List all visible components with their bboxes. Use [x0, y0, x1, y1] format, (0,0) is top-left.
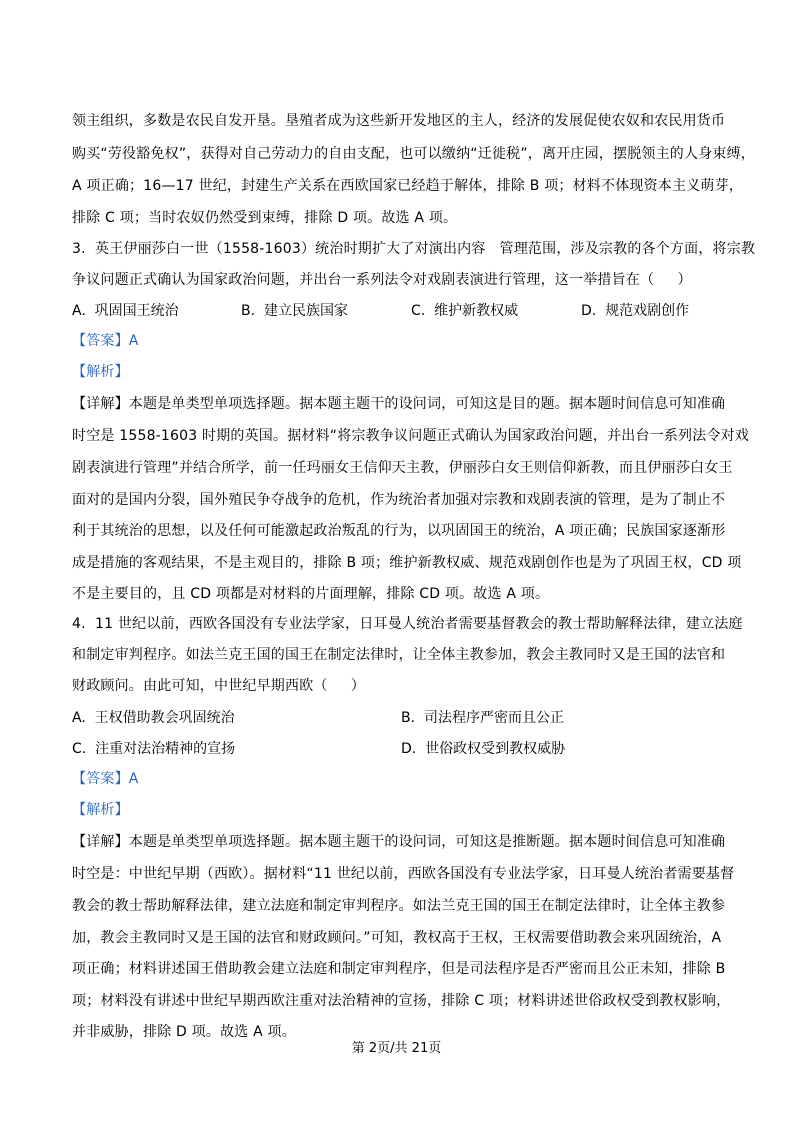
question-3-stem: 争议问题正式确认为国家政治问题，并出台一系列法令对戏剧表演进行管理，这一举措旨在（ ） [72, 272, 692, 288]
text-line: 购买“劳役豁免权”，获得对自己劳动力的自由支配，也可以缴纳“迁徙税”，离开庄园，摆脱领主的人身束缚， [72, 146, 756, 162]
q4-detail-line: 教会的教士帮助解释法律，建立法庭和制定审判程序。如法兰克王国的国王在制定法律时，让全体主教参 [72, 898, 726, 914]
q3-detail-line: 不是主要目的，且 CD 项都是对材料的片面理解，排除 CD 项。故选 A 项。 [72, 586, 550, 602]
question-4-stem: 4. 11 世纪以前，西欧各国没有专业法学家，日耳曼人统治者需要基督教会的教士帮助解释法律，建立法庭 [72, 616, 743, 632]
q4-analysis-label: 【解析】 [72, 802, 129, 818]
q4-detail-line: 时空是：中世纪早期（西欧）。据材料“11 世纪以前，西欧各国没有专业法学家，日耳曼人统治者需要基督 [72, 866, 735, 882]
question-4-stem: 财政顾问。由此可知，中世纪早期西欧（ ） [72, 678, 366, 694]
q4-answer: 【答案】A [72, 771, 139, 787]
q4-option-d: D. 世俗政权受到教权威胁 [401, 741, 566, 757]
q3-detail-line: 面对的是国内分裂，国外殖民争夺战争的危机，作为统治者加强对宗教和戏剧表演的管理，是为了制止不 [72, 492, 726, 508]
text-line: 排除 C 项；当时农奴仍然受到束缚，排除 D 项。故选 A 项。 [72, 210, 458, 226]
q4-detail-line: 并非威胁，排除 D 项。故选 A 项。 [72, 1024, 296, 1040]
q3-option-d: D. 规范戏剧创作 [581, 303, 690, 319]
q3-option-b: B. 建立民族国家 [241, 303, 348, 319]
q3-analysis-label: 【解析】 [72, 364, 129, 380]
q3-detail-line: 成是措施的客观结果，不是主观目的，排除 B 项；维护新教权威、规范戏剧创作也是为了巩固王权，CD 项 [72, 555, 742, 571]
q3-detail-line: 利于其统治的思想，以及任何可能激起政治叛乱的行为，以巩固国王的统治，A 项正确；民族国家逐渐形 [72, 523, 726, 539]
question-4-stem: 和制定审判程序。如法兰克王国的国王在制定法律时，让全体主教参加，教会主教同时又是王国的法官和 [72, 647, 726, 663]
q3-option-c: C. 维护新教权威 [411, 303, 519, 319]
q3-detail-line: 时空是 1558-1603 时期的英国。据材料“将宗教争议问题正式确认为国家政治问题，并出台一系列法令对戏 [72, 428, 750, 444]
q4-option-a: A. 王权借助教会巩固统治 [72, 710, 235, 726]
q4-detail-line: 加，教会主教同时又是王国的法官和财政顾问。”可知，教权高于王权，王权需要借助教会来巩固统治，A [72, 930, 722, 946]
question-3-stem: 3. 英王伊丽莎白一世（1558-1603）统治时期扩大了对演出内容 管理范围，涉及宗教的各个方面，将宗教 [72, 241, 756, 257]
q4-detail-line: 项；材料没有讲述中世纪早期西欧注重对法治精神的宣扬，排除 C 项；材料讲述世俗政权受到教权影响， [72, 993, 731, 1009]
q3-option-a: A. 巩固国王统治 [72, 303, 179, 319]
q3-answer: 【答案】A [72, 333, 139, 349]
q4-detail-line: 项正确；材料讲述国王借助教会建立法庭和制定审判程序，但是司法程序是否严密而且公正未知，排除 B [72, 961, 726, 977]
q4-detail-line: 【详解】本题是单类型单项选择题。据本题主题干的设问词，可知这是推断题。据本题时间信息可知准确 [72, 834, 726, 850]
text-line: A 项正确；16—17 世纪，封建生产关系在西欧国家已经趋于解体，排除 B 项；材料不体现资本主义萌芽， [72, 178, 744, 194]
q3-detail-line: 【详解】本题是单类型单项选择题。据本题主题干的设问词，可知这是目的题。据本题时间信息可知准确 [72, 396, 726, 412]
page-number: 第 2页/共 21页 [351, 1041, 442, 1056]
q4-option-b: B. 司法程序严密而且公正 [401, 710, 564, 726]
text-line: 领主组织，多数是农民自发开垦。垦殖者成为这些新开发地区的主人，经济的发展促使农奴和农民用货币 [72, 113, 726, 129]
q3-detail-line: 剧表演进行管理”并结合所学，前一任玛丽女王信仰天主教，伊丽莎白女王则信仰新教，而且伊丽莎白女王 [72, 460, 733, 476]
q4-option-c: C. 注重对法治精神的宣扬 [72, 741, 236, 757]
